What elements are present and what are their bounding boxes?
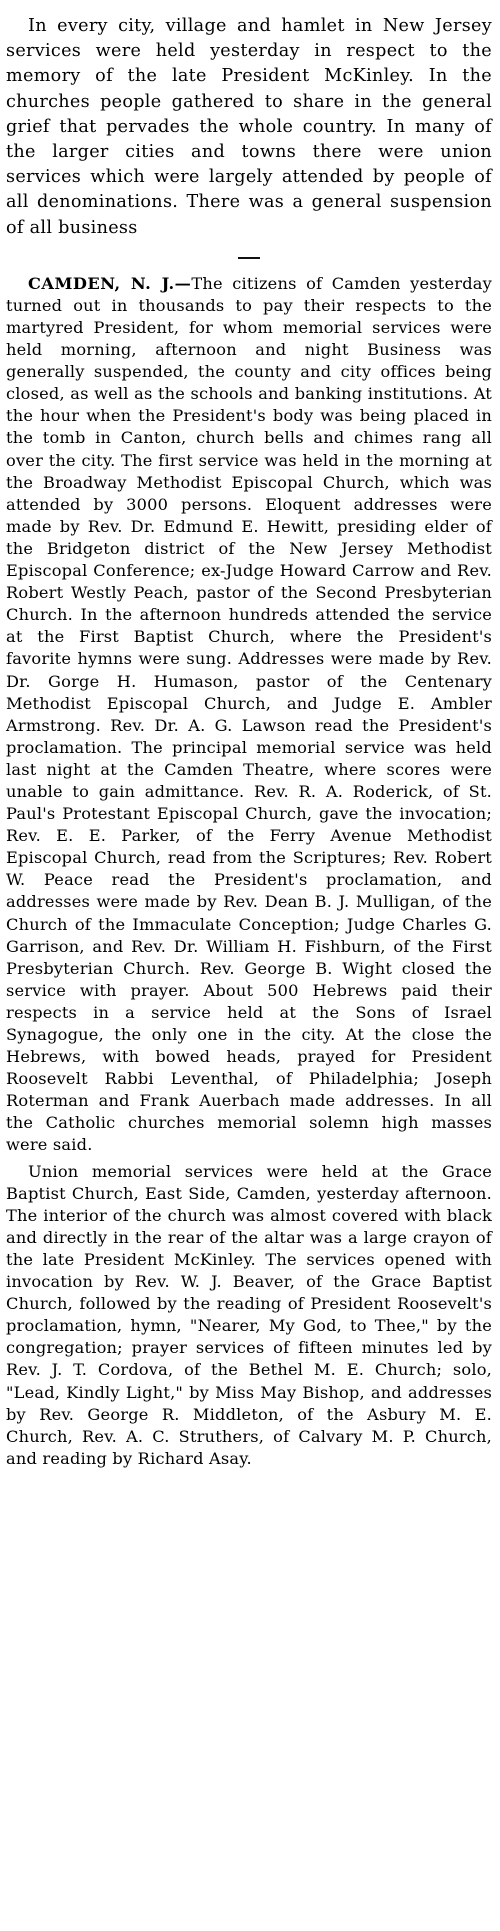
section-separator	[238, 257, 260, 259]
intro-paragraph: In every city, village and hamlet in New Jersey services were held yesterday in respect to the memory of the late President McKinley. In the churches people gathered to share in the general grief that pervades the whole country. In many of the larger cities and towns there were union services which were largely attended by people of all denominations. There was a general suspension of all business	[6, 16, 492, 238]
union-services-paragraph: Union memorial services were held at the Grace Baptist Church, East Side, Camden, yesterday afternoon. The interior of the church was almost covered with black and directly in the rear of the altar was a large crayon of the late President McKinley. The services opened with invocation by Rev. W. J. Beaver, of the Grace Baptist Church, followed by the reading of President Roosevelt's proclamation, hymn, "Nearer, My God, to Thee," by the congregation; prayer services of fifteen minutes led by Rev. J. T. Cordova, of the Bethel M. E. Church; solo, "Lead, Kindly Light," by Miss May Bishop, and addresses by Rev. George R. Middleton, of the Asbury M. E. Church, Rev. A. C. Struthers, of Calvary M. P. Church, and reading by Richard Asay.	[6, 1161, 492, 1468]
camden-dateline: CAMDEN, N. J.—	[28, 273, 192, 293]
camden-paragraph	[6, 273, 492, 1157]
camden-body: The citizens of Camden yesterday turned out in thousands to pay their respects to the martyred President, for whom memorial services were held morning, afternoon and night Business was generally suspended, the county and city offices being closed, as well as the schools and banking institutions. At the hour when the President's body was being placed in the tomb in Canton, church bells and chimes rang all over the city. The first service was held in the morning at the Broadway Methodist Episcopal Church, which was attended by 3000 persons. Eloquent addresses were made by Rev. Dr. Edmund E. Hewitt, presiding elder of the Bridgeton district of the New Jersey Methodist Episcopal Conference; ex-Judge Howard Carrow and Rev. Robert Westly Peach, pastor of the Second Presbyterian Church. In the afternoon hundreds attended the service at the First Baptist Church, where the President's favorite hymns were sung. Addresses were made by Rev. Dr. Gorge H. Humason, pastor of the Centenary Methodist Episcopal Church, and Judge E. Ambler Armstrong. Rev. Dr. A. G. Lawson read the President's proclamation. The principal memorial service was held last night at the Camden Theatre, where scores were unable to gain admittance. Rev. R. A. Roderick, of St. Paul's Protestant Episcopal Church, gave the invocation; Rev. E. E. Parker, of the Ferry Avenue Methodist Episcopal Church, read from the Scriptures; Rev. Robert W. Peace read the President's proclamation, and addresses were made by Rev. Dean B. J. Mulligan, of the Church of the Immaculate Conception; Judge Charles G. Garrison, and Rev. Dr. William H. Fishburn, of the First Presbyterian Church. Rev. George B. Wight closed the service with prayer. About 500 Hebrews paid their respects in a service held at the Sons of Israel Synagogue, the only one in the city. At the close the Hebrews, with bowed heads, prayed for President Roosevelt Rabbi Leventhal, of Philadelphia; Joseph Roterman and Frank Auerbach made addresses. In all the Catholic churches memorial solemn high masses were said.	[6, 273, 492, 1155]
